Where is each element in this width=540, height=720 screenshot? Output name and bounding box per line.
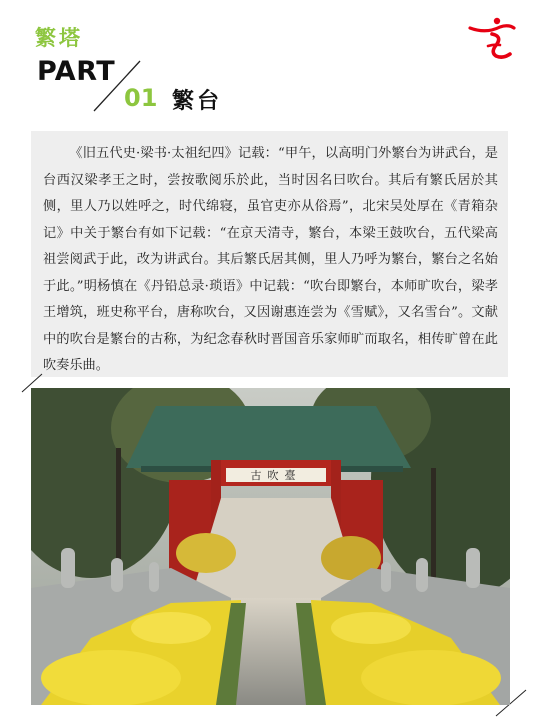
section-tag: 繁塔 — [35, 26, 83, 50]
part-number: 01 — [124, 84, 158, 112]
brand-logo-icon — [466, 16, 518, 62]
gate-plaque-text: 古吹臺 — [250, 469, 302, 482]
part-title: 繁台 — [172, 89, 223, 114]
part-label: PART — [37, 56, 116, 87]
photo-scene — [31, 388, 510, 705]
body-paragraph: 《旧五代史·梁书·太祖纪四》记载：“甲午，以高明门外繁台为讲武台，是台西汉梁孝王之时，尝按歌阅乐於此，当时因名曰吹台。其后有繁氏居於其侧，里人乃以姓呼之，时代绵寝，虽官吏亦从俗焉”，北宋吴处厚在《青箱杂记》中关于繁台有如下记载：“在京天清寺，繁台，本梁王鼓吹台，五代梁高祖尝阅武于此，改为讲武台。其后繁氏居其侧，里人乃呼为繁台，繁台之名始于此。”明杨慎在《丹铅总录·琐语》中记载：“吹台即繁台，本师旷吹台，梁孝王增筑，班史称平台，唐称吹台，又因谢惠连尝为《雪赋》，又名雪台”。文献中的吹台是繁台的古称，为纪念春秋时晋国音乐家师旷而取名，相传旷曾在此吹奏乐曲。 — [43, 146, 498, 373]
text-box — [31, 131, 508, 377]
garden-photo — [31, 388, 510, 705]
